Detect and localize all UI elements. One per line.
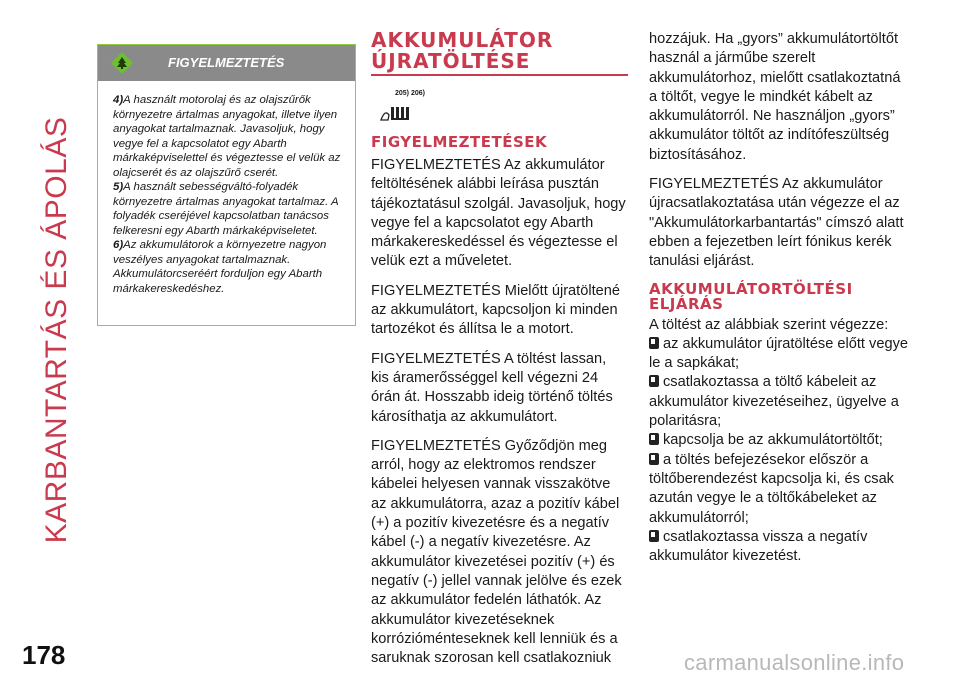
- warning-item-number: 6): [113, 239, 124, 251]
- procedure-step-text: csatlakoztassa a töltő kábeleit az akkumulátor kivezetéseihez, ügyelve a polaritásra;: [649, 374, 899, 430]
- procedure-step: [649, 431, 911, 450]
- procedure-step-text: kapcsolja be az akkumulátortöltőt;: [663, 432, 883, 449]
- procedure-step-text: csatlakoztassa vissza a negatív akkumulátor kivezetést.: [649, 528, 868, 565]
- reference-numbers: 205) 206): [395, 90, 425, 97]
- warning-item: [113, 180, 343, 238]
- warning-box-title: FIGYELMEZTETÉS: [168, 55, 285, 70]
- environment-warning-icon: [110, 51, 134, 75]
- warning-item: [113, 238, 343, 296]
- checkbox-bullet-icon: [649, 530, 659, 542]
- chapter-side-title-text: KARBANTARTÁS ÉS ÁPOLÁS: [40, 116, 73, 544]
- procedure-step: [649, 335, 911, 374]
- warning-item-text: Az akkumulátorok a környezetre nagyon veszélyes anyagokat tartalmaznak. Akkumulátorcseréért forduljon egy Abarth márkakereskedéshez.: [113, 239, 327, 295]
- body-paragraph: FIGYELMEZTETÉS Mielőtt újratöltené az akkumulátort, kapcsoljon ki minden tartozékot és állítsa le a motort.: [371, 282, 620, 338]
- warning-symbol-icon: [379, 103, 413, 123]
- procedure-step: [649, 528, 911, 567]
- warning-item: [113, 93, 343, 180]
- warning-item-text: A használt sebességváltó-folyadék környezetre ártalmas anyagokat tartalmaz. A folyadék cseréjével kapcsolatban tanácsos felkeresni egy Abarth márkaképviseletet.: [113, 181, 339, 237]
- section-title: [371, 30, 628, 76]
- charging-procedure-column: [649, 30, 911, 566]
- procedure-step-text: az akkumulátor újratöltése előtt vegye le a sapkákat;: [649, 335, 908, 372]
- warning-box-header: [98, 45, 355, 81]
- page-number: 178: [22, 640, 66, 670]
- procedure-step: [649, 373, 911, 431]
- body-paragraph: FIGYELMEZTETÉS Győződjön meg arról, hogy az elektromos rendszer kábelei helyesen vannak visszakötve az akkumulátorra, azaz a pozitív kábel (+) a pozitív kivezetésre és a negatív kábel (-) a negatív kivezetésre. Az akkumulátor kivezetései pozitív (+) és negatív (-) jellel vannak jelölve és ezek az akkumulátor fedelén láthatók. Az akkumulátor kivezetéseknek korrózióménteseknek kell lenniük és a saruknak szorosan kell csatlakozniuk: [371, 437, 622, 667]
- body-paragraph: FIGYELMEZTETÉS Az akkumulátor feltöltésének alábbi leírása pusztán tájékoztatásul szolgál. Javasoljuk, hogy vegye fel a kapcsolatot egy Abarth márkakereskedéssel és végeztesse el velük ezt a műveletet.: [371, 157, 626, 270]
- warning-item-text: A használt motorolaj és az olajszűrők környezetre ártalmas anyagokat, illetve ilyen anyagokat tartalmaznak. Javasoljuk, hogy vegye fel a kapcsolatot egy Abarth márkaképviselettel és végeztesse el velük az olajcserét és az olajszűrő cserét.: [113, 94, 341, 179]
- body-paragraph: hozzájuk. Ha „gyors” akkumulátortöltőt használ a járműbe szerelt akkumulátorhoz, mielőtt csatlakoztatná a töltőt, vegye le mindkét kábelt az akkumulátorról. Ne használjon „gyors” akkumulátor töltőt az indítófeszültség biztosításához.: [649, 31, 901, 163]
- source-watermark: carmanualsonline.info: [684, 650, 905, 675]
- procedure-step-text: a töltés befejezésekor először a töltőberendezést kapcsolja ki, és csak azután vegye le a töltőkábeleket az akkumulátorról;: [649, 451, 894, 526]
- procedure-heading: [649, 279, 911, 313]
- section-title-line2: ÚJRATÖLTÉSE: [371, 49, 531, 73]
- procedure-heading-line1: AKKUMULÁTORTÖLTÉSI: [649, 279, 853, 298]
- battery-charging-column: [371, 30, 628, 678]
- warnings-heading: FIGYELMEZTETÉSEK: [371, 133, 548, 151]
- warning-item-number: 4): [113, 94, 124, 106]
- checkbox-bullet-icon: [649, 433, 659, 445]
- body-paragraph: FIGYELMEZTETÉS A töltést lassan, kis áramerősséggel kell végezni 24 órán át. Hosszabb ideig történő töltés károsíthatja az akkumulátort.: [371, 350, 613, 425]
- checkbox-bullet-icon: [649, 453, 659, 465]
- procedure-heading-line2: ELJÁRÁS: [649, 294, 724, 313]
- warning-box-body: [98, 81, 355, 296]
- checkbox-bullet-icon: [649, 375, 659, 387]
- procedure-step: [649, 451, 911, 528]
- environment-warning-box: [97, 44, 356, 326]
- procedure-intro: A töltést az alábbiak szerint végezze:: [649, 316, 889, 333]
- section-title-line1: AKKUMULÁTOR: [371, 28, 554, 52]
- body-paragraph: FIGYELMEZTETÉS Az akkumulátor újracsatlakoztatása után végezze el az "Akkumulátorkarbantartás" címszó alatt ebben a fejezetben leírt fónikus kerék tanulási eljárást.: [649, 176, 904, 270]
- checkbox-bullet-icon: [649, 337, 659, 349]
- warning-item-number: 5): [113, 181, 124, 193]
